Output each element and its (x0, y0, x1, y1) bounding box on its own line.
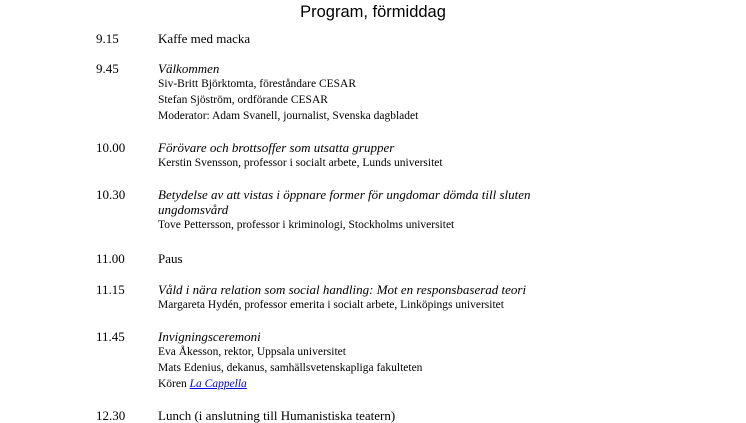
entry-body (158, 251, 628, 266)
speaker-line: Mats Edenius, dekanus, samhällsvetenskapliga fakulteten (158, 362, 423, 374)
entry-body (158, 282, 628, 313)
entry-heading: Paus (158, 251, 183, 266)
page-title: Program, förmiddag (300, 3, 446, 21)
speaker-line: Margareta Hydén, professor emerita i socialt arbete, Linköpings universitet (158, 299, 504, 311)
entry-heading: Förövare och brottsoffer som utsatta grupper (158, 140, 395, 155)
la-cappella-link[interactable]: La Cappella (189, 378, 247, 390)
entry-body (158, 61, 628, 124)
entry-time: 10.00 (96, 140, 126, 155)
speaker-line: Siv-Britt Björktomta, föreståndare CESAR (158, 78, 357, 90)
entry-body (158, 329, 628, 392)
entry-heading-line-1: Betydelse av att vistas i öppnare former för ungdomar dömda till sluten (158, 187, 531, 202)
entry-body (158, 140, 628, 171)
entry-heading: Lunch (i anslutning till Humanistiska teatern) (158, 408, 396, 423)
entry-heading: Välkommen (158, 61, 220, 76)
entry-time: 11.15 (96, 282, 125, 297)
entry-heading-line-2: ungdomsvård (158, 202, 229, 217)
entry-body (158, 31, 628, 46)
entry-time: 12.30 (96, 408, 126, 423)
entry-heading: Kaffe med macka (158, 31, 251, 46)
entry-time: 11.00 (96, 251, 125, 266)
entry-time: 10.30 (96, 187, 126, 202)
entry-heading: Våld i nära relation som social handling: Mot en responsbaserad teori (158, 282, 527, 297)
entry-time: 9.15 (96, 31, 119, 46)
speaker-line: Tove Pettersson, professor i kriminologi, Stockholms universitet (158, 219, 455, 231)
speaker-line: Eva Åkesson, rektor, Uppsala universitet (158, 346, 346, 358)
entry-time: 9.45 (96, 61, 119, 76)
speaker-line: Stefan Sjöström, ordförande CESAR (158, 94, 328, 106)
choir-prefix: Kören (158, 378, 187, 390)
entry-body (158, 187, 628, 233)
entry-time: 11.45 (96, 329, 125, 344)
speaker-line: Kerstin Svensson, professor i socialt arbete, Lunds universitet (158, 157, 443, 169)
entry-heading: Invigningsceremoni (158, 329, 261, 344)
speaker-line: Moderator: Adam Svanell, journalist, Svenska dagbladet (158, 110, 419, 122)
entry-body (158, 408, 628, 423)
choir-line (158, 376, 628, 392)
